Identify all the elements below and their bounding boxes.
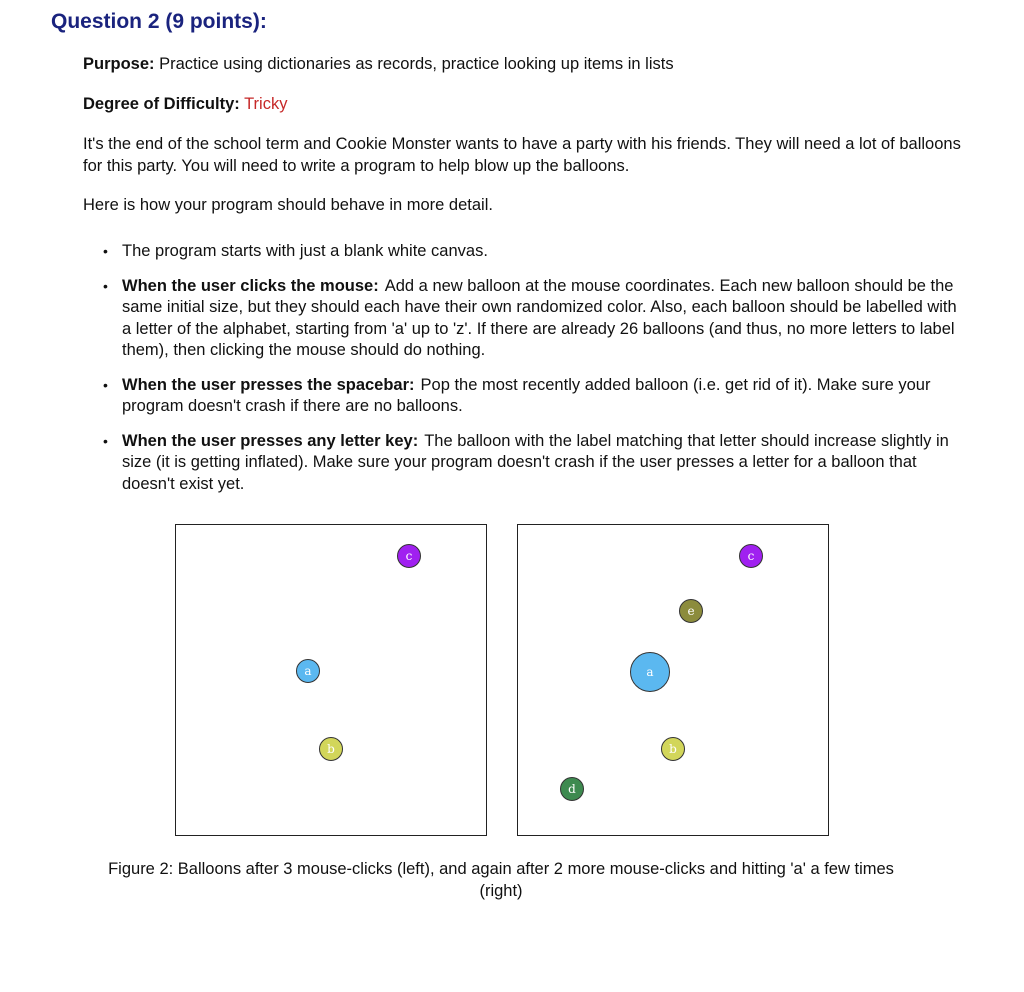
behavior-item-mouse-click: [103, 276, 963, 362]
bullet-dot: •: [103, 243, 108, 259]
behavior-text: Pop the most recently added balloon (i.e. get rid of it). Make sure your program doesn't crash if there are no balloons.: [122, 375, 931, 415]
figure-canvas-right: [517, 524, 829, 836]
balloon-label: d: [568, 782, 576, 796]
behavior-item-letter-key: [103, 431, 963, 496]
behavior-text: Add a new balloon at the mouse coordinates. Each new balloon should be the same initial size, but they should each have their own randomized color. Also, each balloon should be labelled with a letter of the alphabet, starting from 'a' up to 'z'. If there are already 26 balloons (and thus, no more letters to label them), then clicking the mouse should do nothing.: [122, 276, 957, 359]
difficulty-label: Degree of Difficulty:: [83, 95, 240, 113]
behavior-lead: When the user clicks the mouse:: [122, 276, 379, 295]
balloon-label: b: [669, 742, 677, 756]
balloon-a: [630, 652, 670, 692]
figure-canvas-left: [175, 524, 487, 836]
balloon-c: [739, 544, 763, 568]
behavior-lead: When the user presses the spacebar:: [122, 375, 415, 394]
behavior-list: [103, 241, 963, 508]
balloon-label: a: [646, 665, 654, 679]
balloon-label: c: [405, 549, 413, 563]
balloon-a: [296, 659, 320, 683]
behavior-text: The balloon with the label matching that letter should increase slightly in size (it is getting inflated). Make sure your program doesn't crash if the user presses a letter for a balloon that doesn't exist yet.: [122, 431, 949, 493]
behavior-text: The program starts with just a blank white canvas.: [122, 242, 488, 260]
difficulty-line: [83, 94, 963, 116]
behavior-lead: When the user presses any letter key:: [122, 431, 419, 450]
behavior-item-spacebar: [103, 375, 963, 418]
bullet-dot: •: [103, 432, 108, 449]
balloon-b: [661, 737, 685, 761]
behavior-item-start: [103, 241, 963, 263]
purpose-label: Purpose:: [83, 55, 155, 73]
balloon-label: b: [327, 742, 335, 756]
balloon-c: [397, 544, 421, 568]
balloon-label: e: [687, 604, 695, 618]
question-title: Question 2 (9 points):: [51, 10, 267, 33]
bullet-dot: •: [103, 376, 108, 393]
figure-caption: Figure 2: Balloons after 3 mouse-clicks (left), and again after 2 more mouse-clicks and hitting 'a' a few times (right): [108, 860, 894, 900]
bullet-dot: •: [103, 277, 108, 294]
purpose-line: [83, 54, 963, 76]
balloon-label: c: [747, 549, 755, 563]
difficulty-value: Tricky: [244, 95, 288, 113]
balloon-label: a: [304, 664, 312, 678]
balloon-d: [560, 777, 584, 801]
balloon-b: [319, 737, 343, 761]
purpose-text: Practice using dictionaries as records, practice looking up items in lists: [159, 55, 674, 73]
detail-lead-paragraph: Here is how your program should behave in more detail.: [83, 196, 493, 214]
balloon-e: [679, 599, 703, 623]
intro-paragraph: It's the end of the school term and Cookie Monster wants to have a party with his friends. They will need a lot of balloons for this party. You will need to write a program to help blow up the balloons.: [83, 135, 961, 175]
